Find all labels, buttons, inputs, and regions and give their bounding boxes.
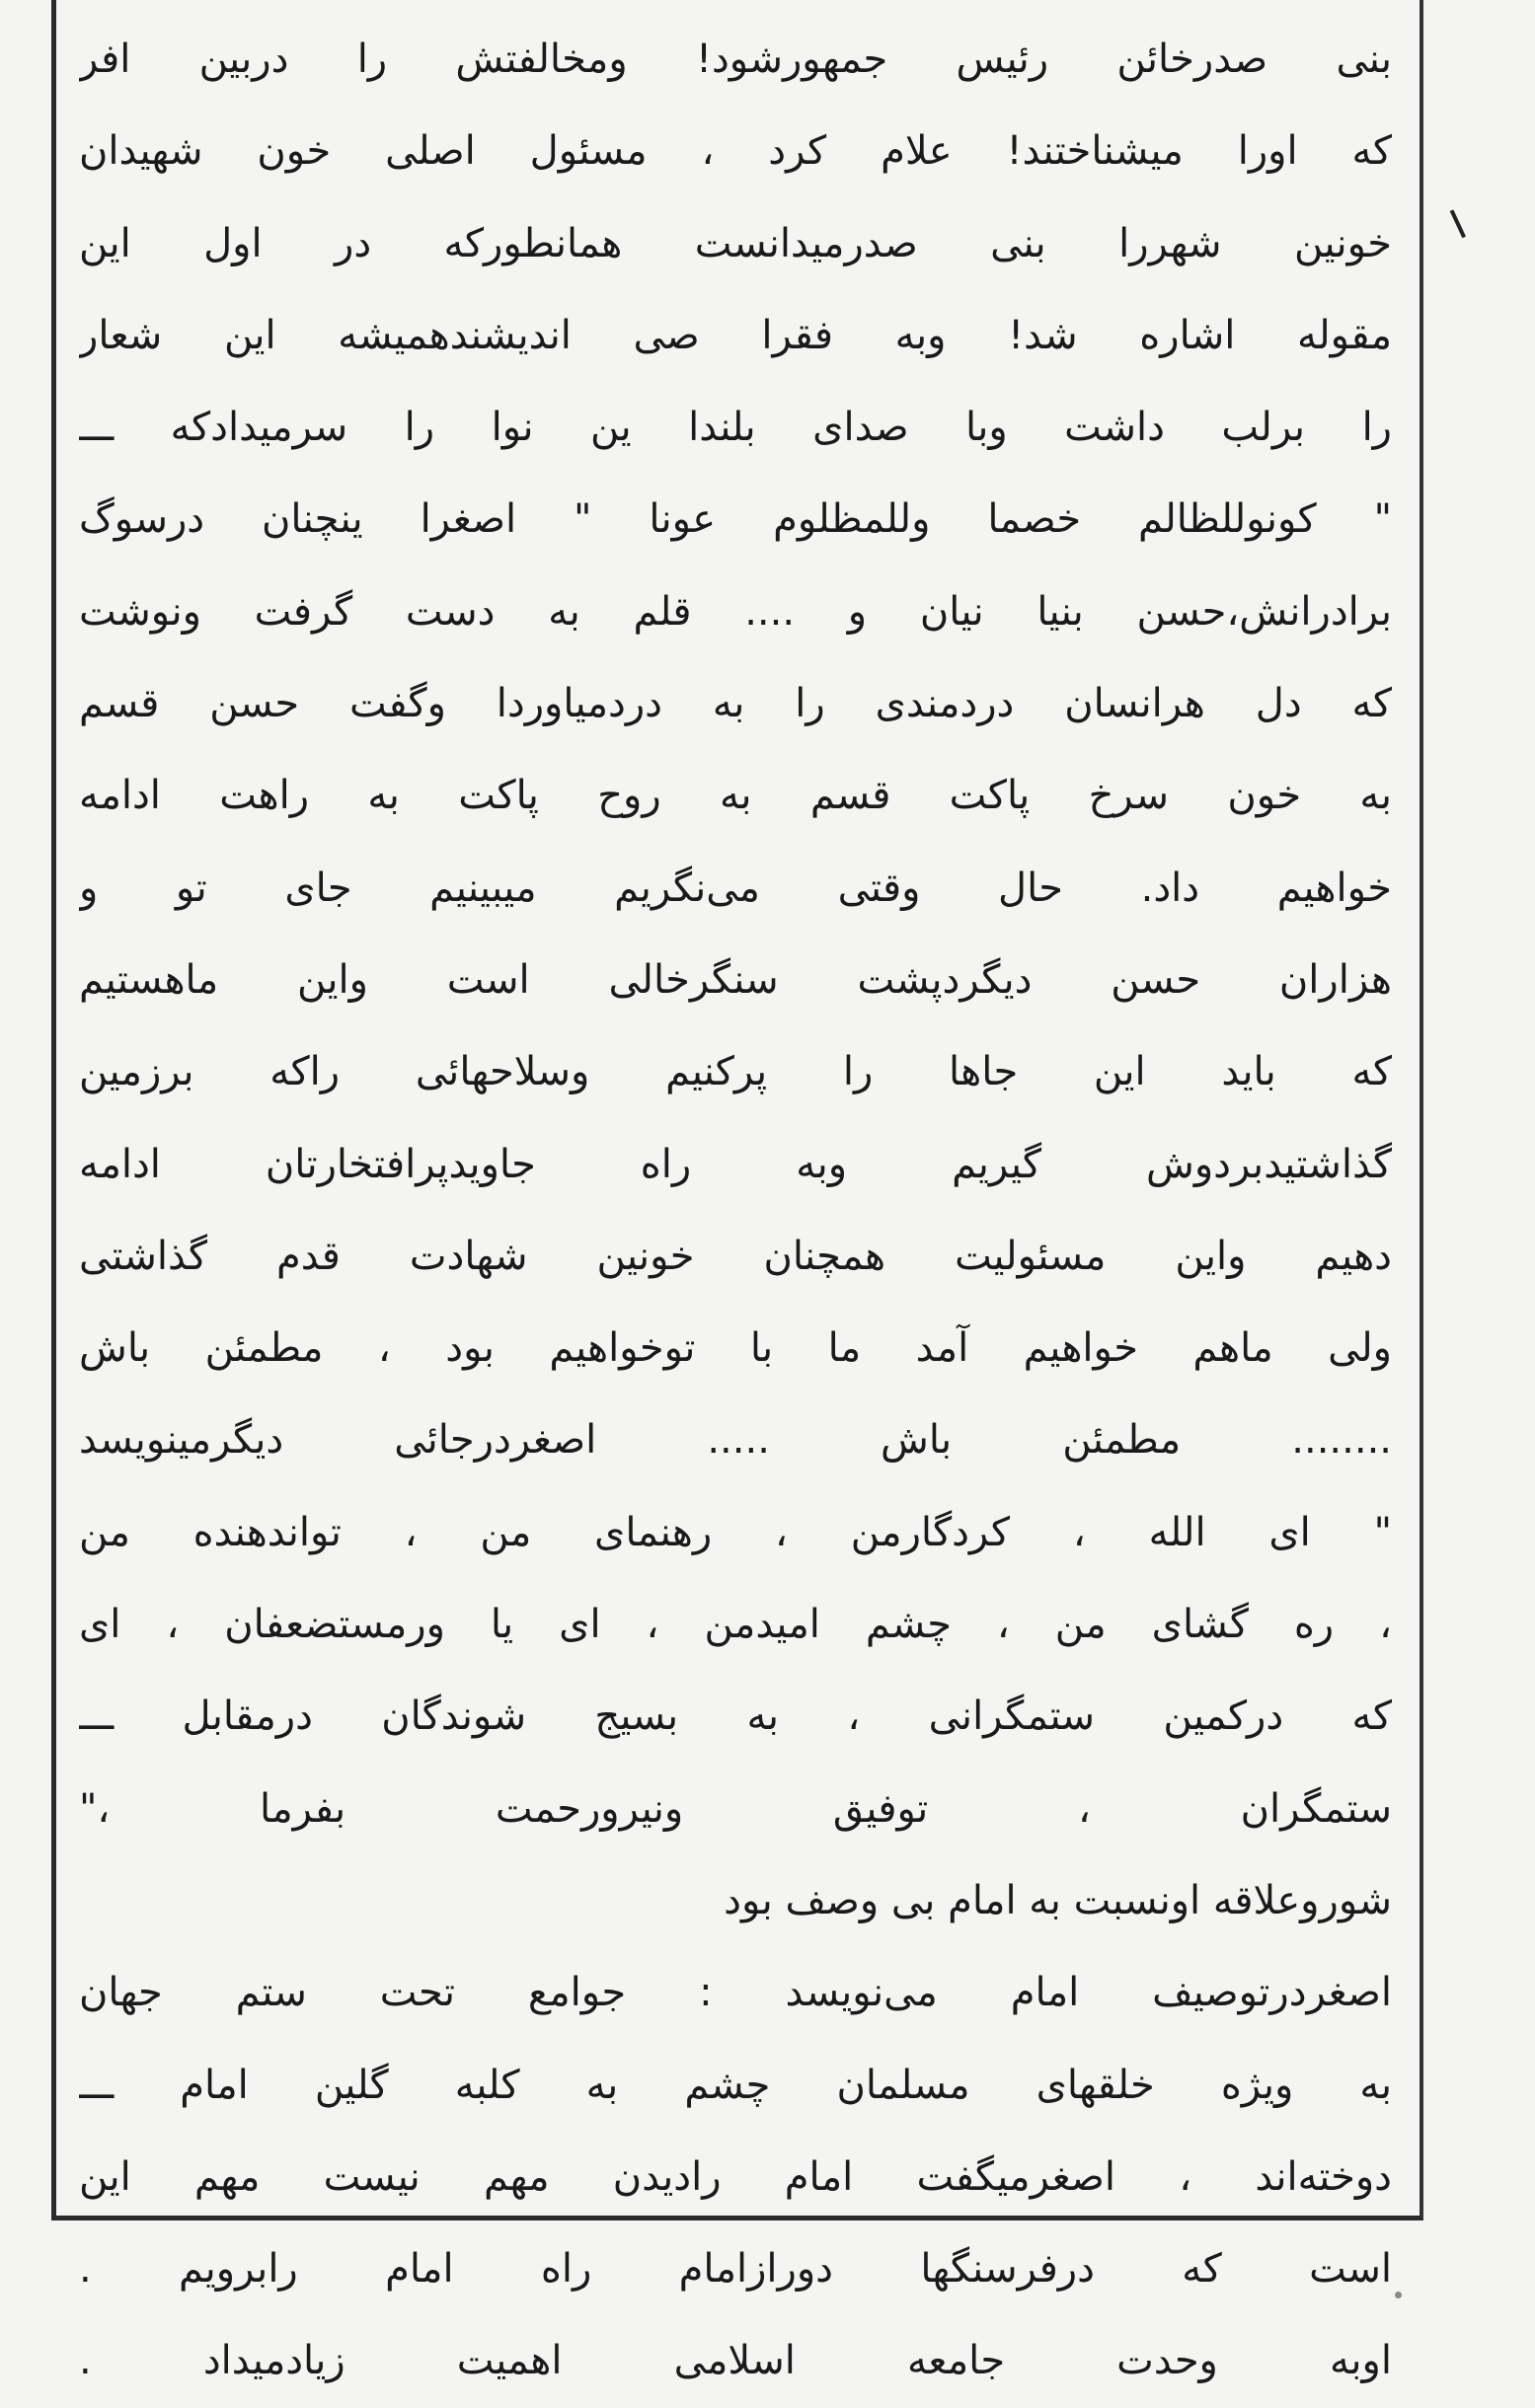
- text-line: هزاران حسن دیگردپشت سنگرخالی است واین ماهستیم: [79, 956, 1392, 1003]
- text-line: ، ره گشای من ، چشم امیدمن ، ای یا ورمستضعفان ، ای: [79, 1602, 1392, 1648]
- text-line: که درکمین ستمگرانی ، به بسیج شوندگان درمقابل ـــ: [79, 1693, 1392, 1740]
- text-line: اصغردرتوصیف امام می‌نویسد : جوامع تحت ستم جهان: [79, 1970, 1392, 2016]
- text-line: شوروعلاقه اونسبت به امام بی وصف بود: [724, 1877, 1392, 1923]
- text-line: که باید این جاها را پرکنیم وسلاحهائی راکه برزمین: [79, 1049, 1392, 1095]
- text-line: که اورا میشناختند! علام کرد ، مسئول اصلی خون شهیدان: [79, 128, 1392, 175]
- text-line: ولی ماهم خواهیم آمد ما با توخواهیم بود ، مطمئن باش: [79, 1325, 1392, 1372]
- text-line: خونین شهررا بنی صدرمیدانست همانطورکه در اول این: [79, 220, 1392, 266]
- text-line: " کونوللظالم خصما وللمظلوم عونا " اصغرا ینچنان درسوگ: [79, 496, 1392, 543]
- document-body-text: [79, 14, 1392, 2408]
- text-line: دهیم واین مسئولیت همچنان خونین شهادت قدم گذاشتی: [79, 1233, 1392, 1279]
- text-line: بنی صدرخائن رئیس جمهورشود! ومخالفتش را دربین افر: [79, 37, 1392, 82]
- text-line: خواهیم داد. حال وقتی می‌نگریم میبینیم جای تو و: [79, 865, 1392, 911]
- text-line: که دل هرانسان دردمندی را به دردمیاوردا وگفت حسن قسم: [79, 681, 1392, 727]
- text-line: اوبه وحدت جامعه اسلامی اهمیت زیادمیداد .: [79, 2338, 1392, 2384]
- page-speck: [1395, 2292, 1402, 2298]
- margin-mark: [1450, 202, 1483, 238]
- text-line: به ویژه خلقهای مسلمان چشم به کلبه گلین امام ـــ: [79, 2062, 1392, 2108]
- text-line: ........ مطمئن باش ..... اصغردرجائی دیگرمینویسد: [79, 1417, 1392, 1464]
- text-line: ستمگران ، توفیق ونیرورحمت بفرما ،": [79, 1785, 1392, 1832]
- text-line: " ای الله ، کردگارمن ، رهنمای من ، تواندهنده من: [79, 1509, 1392, 1555]
- text-line: برادرانش،حسن بنیا نیان و .... قلم به دست گرفت ونوشت: [79, 588, 1392, 635]
- text-line: گذاشتیدبردوش گیریم وبه راه جاویدپرافتخارتان ادامه: [79, 1141, 1392, 1187]
- text-line: را برلب داشت وبا صدای بلندا ین نوا را سرمیدادکه ـــ: [79, 405, 1392, 451]
- text-line: مقوله اشاره شد! وبه فقرا صی اندیشندهمیشه این شعار: [79, 312, 1392, 358]
- text-line: است که درفرسنگها دورازامام راه امام رابرویم .: [79, 2246, 1392, 2293]
- text-line: دوخته‌اند ، اصغرمیگفت امام رادیدن مهم نیست مهم این: [79, 2153, 1392, 2200]
- text-line: به خون سرخ پاکت قسم به روح پاکت به راهت ادامه: [79, 773, 1392, 819]
